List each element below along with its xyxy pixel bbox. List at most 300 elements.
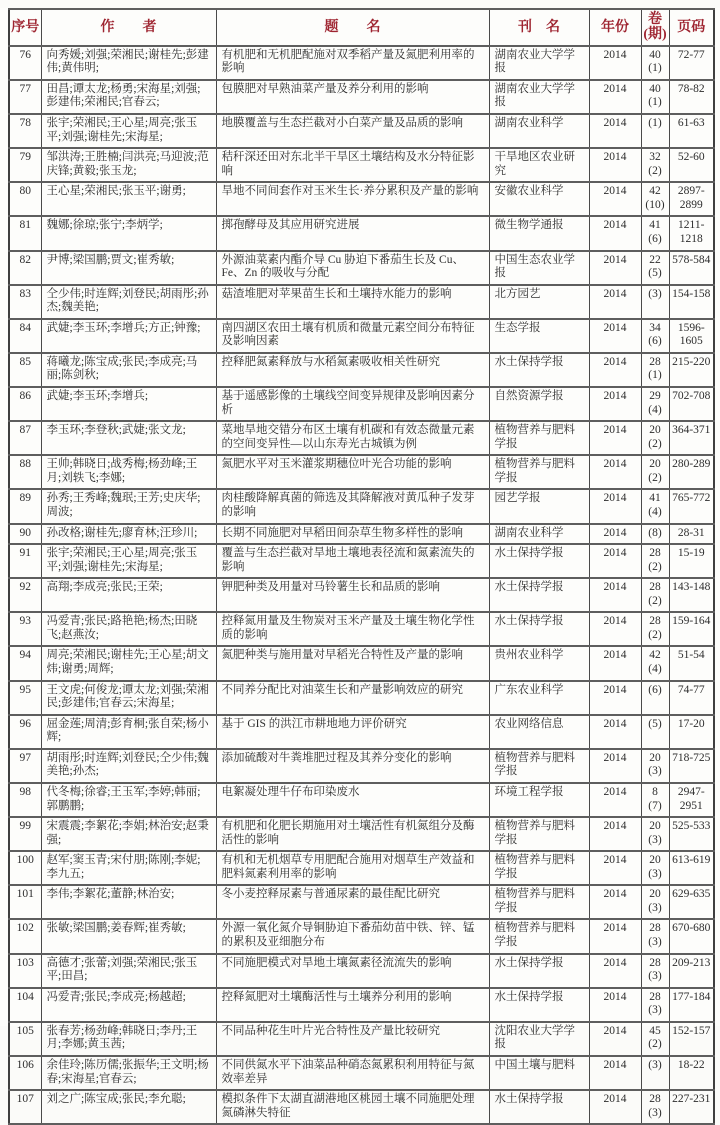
volume-number: 41 xyxy=(649,492,661,505)
cell-pages: 154-158 xyxy=(669,285,714,319)
cell-title: 氮肥种类与施用量对早稻光合特性及产量的影响 xyxy=(216,646,489,680)
table-row xyxy=(9,988,714,1022)
cell-authors: 高德才;张蕾;刘强;荣湘民;张玉平;田昌; xyxy=(41,954,216,988)
cell-year: 2014 xyxy=(589,114,641,148)
cell-title: 菇渣堆肥对苹果苗生长和土壤持水能力的影响 xyxy=(216,285,489,319)
table-row xyxy=(9,919,714,953)
cell-title: 有机和无机烟草专用肥配合施用对烟草生产效益和肥料氮素利用率的影响 xyxy=(216,851,489,885)
volume-number: 28 xyxy=(649,922,661,935)
volume-number: 28 xyxy=(649,956,661,969)
cell-year: 2014 xyxy=(589,46,641,80)
cell-volume-issue xyxy=(641,1056,669,1090)
cell-pages: 629-635 xyxy=(669,885,714,919)
cell-authors: 尹博;梁国鹏;贾文;崔秀敏; xyxy=(41,251,216,285)
cell-journal: 微生物学通报 xyxy=(489,216,589,250)
table-body xyxy=(9,46,714,1124)
cell-year: 2014 xyxy=(589,749,641,783)
cell-pages: 18-22 xyxy=(669,1056,714,1090)
cell-pages: 2897-2899 xyxy=(669,182,714,216)
volume-number: 29 xyxy=(649,390,661,403)
cell-year: 2014 xyxy=(589,919,641,953)
cell-volume-issue xyxy=(641,421,669,455)
volume-number: 42 xyxy=(649,649,661,662)
scanned-publication-list-page xyxy=(0,8,720,1119)
cell-title: 氮肥水平对玉米灌浆期穗位叶光合功能的影响 xyxy=(216,455,489,489)
cell-year: 2014 xyxy=(589,182,641,216)
cell-year: 2014 xyxy=(589,1056,641,1090)
volume-number: 20 xyxy=(649,854,661,867)
issue-number: (1) xyxy=(648,117,662,130)
cell-title: 外源油菜素内酯介导 Cu 胁迫下番茄生长及 Cu、Fe、Zn 的吸收与分配 xyxy=(216,251,489,285)
cell-volume-issue xyxy=(641,851,669,885)
table-row xyxy=(9,353,714,387)
volume-number: 22 xyxy=(649,253,661,266)
volume-number: 28 xyxy=(649,355,661,368)
cell-authors: 高翔;李成亮;张民;王荣; xyxy=(41,578,216,612)
cell-row-number: 76 xyxy=(9,46,41,80)
cell-journal: 水土保持学报 xyxy=(489,954,589,988)
cell-year: 2014 xyxy=(589,216,641,250)
cell-title: 电絮凝处理牛仔布印染废水 xyxy=(216,783,489,817)
cell-journal: 湖南农业大学学报 xyxy=(489,46,589,80)
cell-pages: 613-619 xyxy=(669,851,714,885)
cell-pages: 52-60 xyxy=(669,148,714,182)
table-row xyxy=(9,148,714,182)
issue-number: (3) xyxy=(648,287,662,300)
cell-title: 不同养分配比对油菜生长和产量影响效应的研究 xyxy=(216,681,489,715)
cell-volume-issue xyxy=(641,80,669,114)
cell-volume-issue xyxy=(641,216,669,250)
table-row xyxy=(9,80,714,114)
cell-title: 钾肥种类及用量对马铃薯生长和品质的影响 xyxy=(216,578,489,612)
cell-authors: 李玉环;李登秋;武婕;张文龙; xyxy=(41,421,216,455)
cell-title: 控释氮肥对土壤酶活性与土壤养分利用的影响 xyxy=(216,988,489,1022)
cell-year: 2014 xyxy=(589,1022,641,1056)
table-row xyxy=(9,387,714,421)
col-header-no: 序号 xyxy=(9,9,41,46)
cell-journal: 植物营养与肥料学报 xyxy=(489,421,589,455)
cell-journal: 沈阳农业大学学报 xyxy=(489,1022,589,1056)
cell-volume-issue xyxy=(641,489,669,523)
cell-pages: 74-77 xyxy=(669,681,714,715)
issue-number: (6) xyxy=(648,683,662,696)
cell-volume-issue xyxy=(641,954,669,988)
issue-number: (2) xyxy=(648,164,662,177)
cell-title: 包膜肥对早熟油菜产量及养分利用的影响 xyxy=(216,80,489,114)
issue-number: (2) xyxy=(648,560,662,573)
cell-authors: 孙秀;王秀峰;魏珉;王芳;史庆华;周波; xyxy=(41,489,216,523)
cell-volume-issue xyxy=(641,1022,669,1056)
cell-volume-issue xyxy=(641,251,669,285)
cell-journal: 植物营养与肥料学报 xyxy=(489,455,589,489)
cell-journal: 植物营养与肥料学报 xyxy=(489,885,589,919)
cell-journal: 水土保持学报 xyxy=(489,612,589,646)
cell-title: 模拟条件下太湖直湖港地区桃园土壤不同施肥处理氮磷淋失特征 xyxy=(216,1090,489,1124)
cell-row-number: 86 xyxy=(9,387,41,421)
cell-journal: 农业网络信息 xyxy=(489,715,589,749)
cell-title: 南四湖区农田土壤有机质和微量元素空间分布特征及影响因素 xyxy=(216,319,489,353)
cell-journal: 湖南农业大学学报 xyxy=(489,80,589,114)
issue-number: (1) xyxy=(648,62,662,75)
cell-year: 2014 xyxy=(589,80,641,114)
cell-pages: 578-584 xyxy=(669,251,714,285)
cell-volume-issue xyxy=(641,46,669,80)
cell-journal: 环境工程学报 xyxy=(489,783,589,817)
cell-volume-issue xyxy=(641,919,669,953)
table-row xyxy=(9,524,714,545)
volume-number: 45 xyxy=(649,1024,661,1037)
cell-authors: 仝少伟;时连辉;刘登民;胡雨彤;孙杰;魏美艳; xyxy=(41,285,216,319)
col-header-pages: 页码 xyxy=(669,9,714,46)
cell-title: 有机肥和无机肥配施对双季稻产量及氮肥利用率的影响 xyxy=(216,46,489,80)
table-row xyxy=(9,1090,714,1124)
volume-number: 8 xyxy=(652,785,658,798)
table-row xyxy=(9,114,714,148)
cell-year: 2014 xyxy=(589,715,641,749)
cell-authors: 张敏;梁国鹏;姜春辉;崔秀敏; xyxy=(41,919,216,953)
cell-journal: 水土保持学报 xyxy=(489,544,589,578)
cell-row-number: 79 xyxy=(9,148,41,182)
volume-number: 20 xyxy=(649,888,661,901)
issue-number: (3) xyxy=(648,901,662,914)
issue-number: (3) xyxy=(648,833,662,846)
cell-pages: 2947-2951 xyxy=(669,783,714,817)
issue-number: (2) xyxy=(648,594,662,607)
cell-authors: 孙改格;谢桂先;廖育林;汪珍川; xyxy=(41,524,216,545)
cell-journal: 生态学报 xyxy=(489,319,589,353)
cell-authors: 魏娜;徐琼;张宁;李炳学; xyxy=(41,216,216,250)
cell-row-number: 92 xyxy=(9,578,41,612)
cell-row-number: 95 xyxy=(9,681,41,715)
cell-pages: 28-31 xyxy=(669,524,714,545)
cell-journal: 自然资源学报 xyxy=(489,387,589,421)
cell-row-number: 89 xyxy=(9,489,41,523)
cell-year: 2014 xyxy=(589,319,641,353)
table-row xyxy=(9,646,714,680)
cell-row-number: 88 xyxy=(9,455,41,489)
table-row xyxy=(9,749,714,783)
cell-authors: 余佳玲;陈历儒;张振华;王文明;杨春;宋海星;官春云; xyxy=(41,1056,216,1090)
volume-number: 42 xyxy=(649,185,661,198)
cell-title: 外源一氧化氮介导铜胁迫下番茄幼苗中铁、锌、锰的累积及亚细胞分布 xyxy=(216,919,489,953)
cell-volume-issue xyxy=(641,681,669,715)
col-header-year: 年份 xyxy=(589,9,641,46)
cell-journal: 北方园艺 xyxy=(489,285,589,319)
cell-title: 肉桂酸降解真菌的筛选及其降解液对黄瓜种子发芽的影响 xyxy=(216,489,489,523)
issue-number: (3) xyxy=(648,765,662,778)
cell-year: 2014 xyxy=(589,353,641,387)
cell-journal: 水土保持学报 xyxy=(489,988,589,1022)
cell-pages: 143-148 xyxy=(669,578,714,612)
cell-pages: 17-20 xyxy=(669,715,714,749)
volume-number: 28 xyxy=(649,1093,661,1106)
volume-number: 20 xyxy=(649,820,661,833)
cell-year: 2014 xyxy=(589,817,641,851)
cell-row-number: 91 xyxy=(9,544,41,578)
issue-number: (7) xyxy=(648,799,662,812)
cell-row-number: 84 xyxy=(9,319,41,353)
table-row xyxy=(9,1056,714,1090)
cell-row-number: 104 xyxy=(9,988,41,1022)
issue-number: (3) xyxy=(648,1058,662,1071)
cell-journal: 湖南农业科学 xyxy=(489,524,589,545)
cell-volume-issue xyxy=(641,544,669,578)
cell-volume-issue xyxy=(641,114,669,148)
cell-journal: 植物营养与肥料学报 xyxy=(489,919,589,953)
cell-row-number: 82 xyxy=(9,251,41,285)
cell-year: 2014 xyxy=(589,783,641,817)
cell-year: 2014 xyxy=(589,612,641,646)
cell-year: 2014 xyxy=(589,988,641,1022)
issue-number: (2) xyxy=(648,437,662,450)
cell-authors: 武婕;李玉环;李增兵;方正;钟豫; xyxy=(41,319,216,353)
cell-journal: 水土保持学报 xyxy=(489,353,589,387)
volume-number: 32 xyxy=(649,151,661,164)
issue-number: (3) xyxy=(648,936,662,949)
cell-row-number: 99 xyxy=(9,817,41,851)
cell-authors: 王文虎;何俊龙;谭太龙;刘强;荣湘民;彭建伟;官春云;宋海星; xyxy=(41,681,216,715)
cell-year: 2014 xyxy=(589,251,641,285)
issue-number: (1) xyxy=(648,369,662,382)
cell-title: 秸秆深还田对东北半干旱区土壤结构及水分特征影响 xyxy=(216,148,489,182)
cell-pages: 525-533 xyxy=(669,817,714,851)
cell-pages: 72-77 xyxy=(669,46,714,80)
cell-authors: 李伟;李絮花;董静;林治安; xyxy=(41,885,216,919)
cell-pages: 227-231 xyxy=(669,1090,714,1124)
table-row xyxy=(9,489,714,523)
cell-authors: 冯爱青;张民;李成亮;杨越超; xyxy=(41,988,216,1022)
cell-volume-issue xyxy=(641,524,669,545)
issue-number: (3) xyxy=(648,1106,662,1119)
cell-volume-issue xyxy=(641,319,669,353)
issue-number: (2) xyxy=(648,628,662,641)
issue-number: (2) xyxy=(648,1038,662,1051)
cell-authors: 张宇;荣湘民;王心星;周亮;张玉平;刘强;谢桂先;宋海星; xyxy=(41,544,216,578)
table-row xyxy=(9,715,714,749)
cell-title: 基于遥感影像的土壤线空间变异规律及影响因素分析 xyxy=(216,387,489,421)
cell-journal: 贵州农业科学 xyxy=(489,646,589,680)
cell-authors: 胡雨彤;时连辉;刘登民;仝少伟;魏美艳;孙杰; xyxy=(41,749,216,783)
table-row xyxy=(9,285,714,319)
cell-authors: 赵军;窦玉青;宋付朋;陈刚;李妮;李九五; xyxy=(41,851,216,885)
cell-year: 2014 xyxy=(589,387,641,421)
cell-journal: 植物营养与肥料学报 xyxy=(489,817,589,851)
issue-number: (10) xyxy=(645,198,665,211)
cell-authors: 宋震震;李絮花;李娟;林治安;赵秉强; xyxy=(41,817,216,851)
cell-journal: 湖南农业科学 xyxy=(489,114,589,148)
cell-volume-issue xyxy=(641,578,669,612)
cell-volume-issue xyxy=(641,387,669,421)
volume-number: 40 xyxy=(649,82,661,95)
publication-table xyxy=(8,8,715,1125)
table-row xyxy=(9,954,714,988)
issue-number: (6) xyxy=(648,335,662,348)
table-row xyxy=(9,1022,714,1056)
table-row xyxy=(9,783,714,817)
table-row xyxy=(9,421,714,455)
cell-year: 2014 xyxy=(589,421,641,455)
volume-number: 20 xyxy=(649,424,661,437)
cell-authors: 蒋曦龙;陈宝成;张民;李成亮;马丽;陈剑秋; xyxy=(41,353,216,387)
cell-row-number: 85 xyxy=(9,353,41,387)
cell-row-number: 98 xyxy=(9,783,41,817)
cell-row-number: 81 xyxy=(9,216,41,250)
cell-row-number: 80 xyxy=(9,182,41,216)
cell-row-number: 103 xyxy=(9,954,41,988)
table-row xyxy=(9,817,714,851)
cell-pages: 280-289 xyxy=(669,455,714,489)
cell-authors: 张春芳;杨劲峰;韩晓日;李丹;王月;李娜;黄玉茜; xyxy=(41,1022,216,1056)
cell-title: 旱地不同间套作对玉米生长·养分累积及产量的影响 xyxy=(216,182,489,216)
table-row xyxy=(9,216,714,250)
table-row xyxy=(9,612,714,646)
cell-volume-issue xyxy=(641,885,669,919)
cell-pages: 61-63 xyxy=(669,114,714,148)
cell-year: 2014 xyxy=(589,524,641,545)
cell-authors: 向秀媛;刘强;荣湘民;谢桂先;彭建伟;黄伟明; xyxy=(41,46,216,80)
cell-authors: 刘之广;陈宝成;张民;李允聪; xyxy=(41,1090,216,1124)
cell-volume-issue xyxy=(641,612,669,646)
col-header-authors: 作 者 xyxy=(41,9,216,46)
cell-authors: 田昌;谭太龙;杨勇;宋海星;刘强;彭建伟;荣湘民;官春云; xyxy=(41,80,216,114)
cell-pages: 159-164 xyxy=(669,612,714,646)
cell-journal: 水土保持学报 xyxy=(489,578,589,612)
cell-year: 2014 xyxy=(589,578,641,612)
volume-number: 28 xyxy=(649,547,661,560)
cell-year: 2014 xyxy=(589,285,641,319)
volume-number: 41 xyxy=(649,219,661,232)
cell-year: 2014 xyxy=(589,1090,641,1124)
cell-journal: 水土保持学报 xyxy=(489,1090,589,1124)
cell-year: 2014 xyxy=(589,544,641,578)
cell-title: 基于 GIS 的洪江市耕地地力评价研究 xyxy=(216,715,489,749)
cell-journal: 安徽农业科学 xyxy=(489,182,589,216)
table-row xyxy=(9,544,714,578)
cell-authors: 邹洪涛;王胜楠;闫洪亮;马迎波;范庆锋;黄毅;张玉龙; xyxy=(41,148,216,182)
cell-pages: 15-19 xyxy=(669,544,714,578)
cell-title: 不同施肥模式对旱地土壤氮素径流流失的影响 xyxy=(216,954,489,988)
table-row xyxy=(9,578,714,612)
cell-authors: 张宇;荣湘民;王心星;周亮;张玉平;刘强;谢桂先;宋海星; xyxy=(41,114,216,148)
issue-number: (3) xyxy=(648,970,662,983)
cell-title: 控释肥氮素释放与水稻氮素吸收相关性研究 xyxy=(216,353,489,387)
cell-row-number: 107 xyxy=(9,1090,41,1124)
table-row xyxy=(9,319,714,353)
cell-year: 2014 xyxy=(589,148,641,182)
cell-title: 地膜覆盖与生态拦截对小白菜产量及品质的影响 xyxy=(216,114,489,148)
table-row xyxy=(9,251,714,285)
issue-number: (3) xyxy=(648,1004,662,1017)
volume-number: 20 xyxy=(649,458,661,471)
cell-pages: 364-371 xyxy=(669,421,714,455)
cell-title: 有机肥和化肥长期施用对土壤活性有机氮组分及酶活性的影响 xyxy=(216,817,489,851)
issue-number: (4) xyxy=(648,403,662,416)
cell-pages: 51-54 xyxy=(669,646,714,680)
cell-title: 菜地旱地交错分布区土壤有机碳和有效态微量元素的空间变异性—以山东寿光古城镇为例 xyxy=(216,421,489,455)
cell-volume-issue xyxy=(641,1090,669,1124)
cell-pages: 670-680 xyxy=(669,919,714,953)
cell-volume-issue xyxy=(641,988,669,1022)
cell-journal: 中国生态农业学报 xyxy=(489,251,589,285)
volume-number: 40 xyxy=(649,48,661,61)
table-row xyxy=(9,46,714,80)
cell-pages: 765-772 xyxy=(669,489,714,523)
cell-row-number: 105 xyxy=(9,1022,41,1056)
cell-volume-issue xyxy=(641,817,669,851)
issue-number: (5) xyxy=(648,267,662,280)
cell-volume-issue xyxy=(641,182,669,216)
cell-pages: 1211-1218 xyxy=(669,216,714,250)
cell-row-number: 102 xyxy=(9,919,41,953)
cell-year: 2014 xyxy=(589,681,641,715)
cell-volume-issue xyxy=(641,455,669,489)
issue-number: (8) xyxy=(648,526,662,539)
header-row xyxy=(9,9,714,46)
cell-year: 2014 xyxy=(589,455,641,489)
cell-pages: 215-220 xyxy=(669,353,714,387)
cell-authors: 代冬梅;徐睿;王玉军;李婷;韩丽;郭鹏鹏; xyxy=(41,783,216,817)
cell-row-number: 100 xyxy=(9,851,41,885)
cell-row-number: 94 xyxy=(9,646,41,680)
cell-title: 掷孢酵母及其应用研究进展 xyxy=(216,216,489,250)
issue-number: (4) xyxy=(648,505,662,518)
cell-title: 不同供氮水平下油菜品种硝态氮累积利用特征与氮效率差异 xyxy=(216,1056,489,1090)
cell-pages: 718-725 xyxy=(669,749,714,783)
cell-volume-issue xyxy=(641,285,669,319)
cell-journal: 中国土壤与肥料 xyxy=(489,1056,589,1090)
table-row xyxy=(9,885,714,919)
volume-number: 28 xyxy=(649,615,661,628)
cell-title: 冬小麦控释尿素与普通尿素的最佳配比研究 xyxy=(216,885,489,919)
cell-authors: 周亮;荣湘民;谢桂先;王心星;胡文炜;谢勇;周辉; xyxy=(41,646,216,680)
cell-pages: 1596-1605 xyxy=(669,319,714,353)
cell-row-number: 101 xyxy=(9,885,41,919)
col-header-vol-issue: 卷(期) xyxy=(641,9,669,46)
cell-title: 覆盖与生态拦截对旱地土壤地表径流和氮素流失的影响 xyxy=(216,544,489,578)
cell-pages: 177-184 xyxy=(669,988,714,1022)
cell-year: 2014 xyxy=(589,489,641,523)
issue-number: (2) xyxy=(648,471,662,484)
cell-volume-issue xyxy=(641,646,669,680)
cell-authors: 王心星;荣湘民;张玉平;谢勇; xyxy=(41,182,216,216)
cell-row-number: 78 xyxy=(9,114,41,148)
cell-volume-issue xyxy=(641,353,669,387)
issue-number: (6) xyxy=(648,232,662,245)
table-row xyxy=(9,455,714,489)
col-header-title: 题 名 xyxy=(216,9,489,46)
cell-volume-issue xyxy=(641,783,669,817)
cell-row-number: 106 xyxy=(9,1056,41,1090)
cell-volume-issue xyxy=(641,148,669,182)
cell-journal: 干旱地区农业研究 xyxy=(489,148,589,182)
table-row xyxy=(9,851,714,885)
cell-authors: 武婕;李玉环;李增兵; xyxy=(41,387,216,421)
cell-pages: 209-213 xyxy=(669,954,714,988)
issue-number: (4) xyxy=(648,663,662,676)
cell-pages: 702-708 xyxy=(669,387,714,421)
cell-row-number: 90 xyxy=(9,524,41,545)
volume-number: 34 xyxy=(649,321,661,334)
cell-year: 2014 xyxy=(589,885,641,919)
issue-number: (1) xyxy=(648,96,662,109)
cell-row-number: 97 xyxy=(9,749,41,783)
cell-year: 2014 xyxy=(589,646,641,680)
volume-number: 28 xyxy=(649,990,661,1003)
cell-row-number: 83 xyxy=(9,285,41,319)
cell-row-number: 96 xyxy=(9,715,41,749)
cell-row-number: 93 xyxy=(9,612,41,646)
table-row xyxy=(9,182,714,216)
